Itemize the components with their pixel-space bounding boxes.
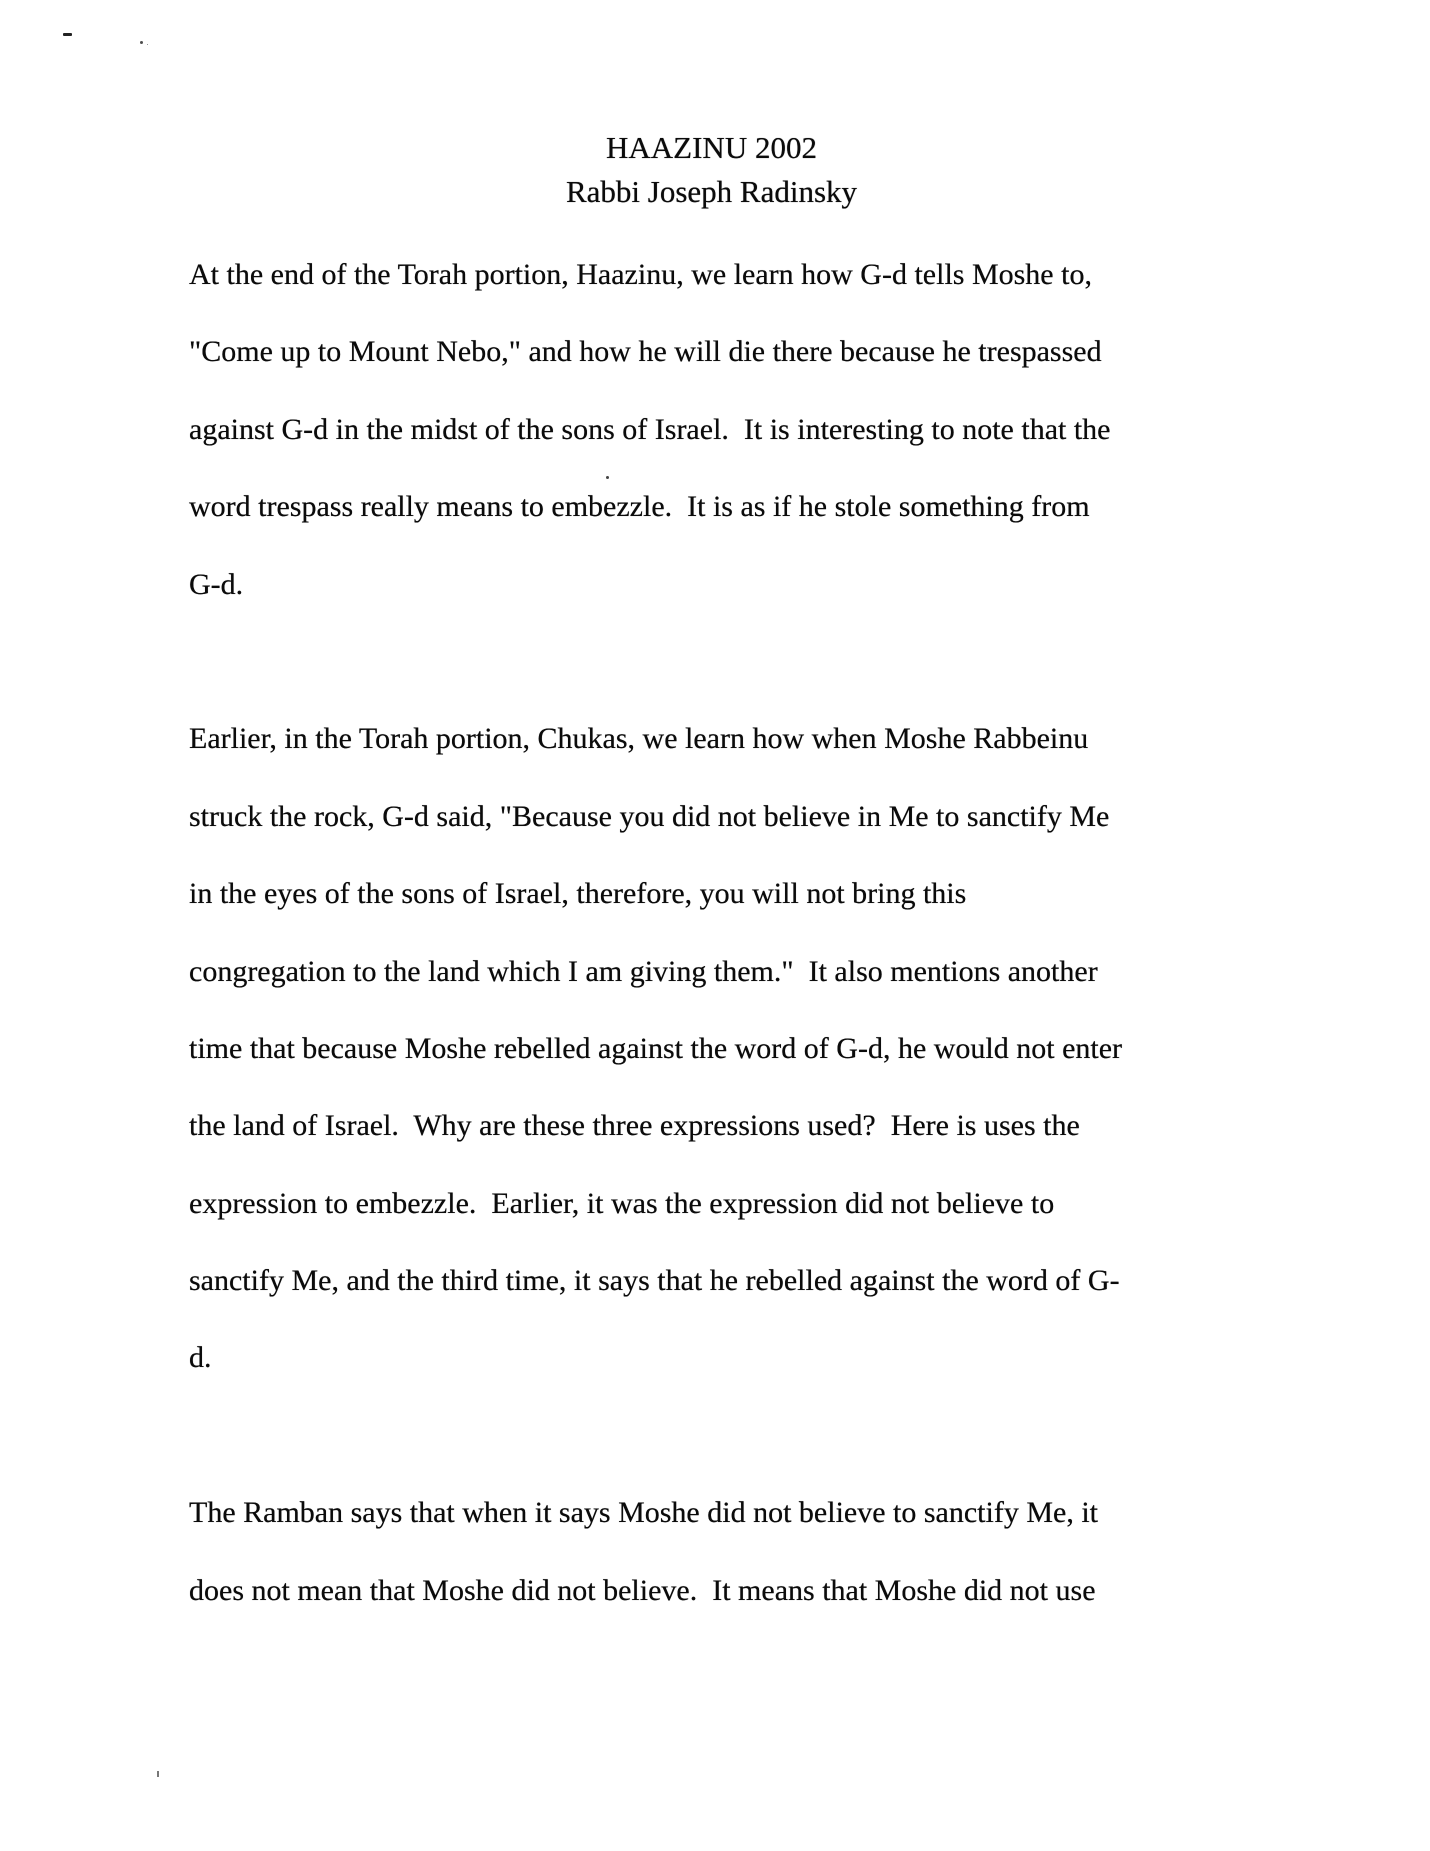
text-line: The Ramban says that when it says Moshe did not believe to sanctify Me, it: [189, 1496, 1098, 1530]
text-line: word trespass really means to embezzle. It is as if he stole something from: [189, 490, 1090, 524]
text-line: in the eyes of the sons of Israel, therefore, you will not bring this: [189, 877, 967, 911]
scan-artifact: [157, 1771, 159, 1777]
text-line: against G-d in the midst of the sons of Israel. It is interesting to note that the: [189, 412, 1111, 446]
scan-artifact: [63, 33, 72, 36]
scan-artifact: [140, 41, 143, 44]
text-line: "Come up to Mount Nebo," and how he will die there because he trespassed: [189, 335, 1102, 369]
text-line: congregation to the land which I am giving them." It also mentions another: [189, 954, 1098, 988]
byline: Rabbi Joseph Radinsky: [565, 174, 858, 209]
text-line: sanctify Me, and the third time, it says that he rebelled against the word of G-: [189, 1264, 1120, 1298]
text-line: expression to embezzle. Earlier, it was the expression did not believe to: [189, 1186, 1055, 1220]
text-line: struck the rock, G-d said, "Because you did not believe in Me to sanctify Me: [189, 799, 1110, 833]
text-line: Earlier, in the Torah portion, Chukas, we learn how when Moshe Rabbeinu: [189, 722, 1089, 756]
text-line: the land of Israel. Why are these three expressions used? Here is uses the: [189, 1109, 1080, 1143]
text-line: does not mean that Moshe did not believe. It means that Moshe did not use: [189, 1573, 1096, 1607]
text-line: time that because Moshe rebelled against the word of G-d, he would not enter: [189, 1031, 1123, 1065]
text-line: d.: [189, 1341, 212, 1375]
document-body: [189, 236, 1234, 1629]
text-line: G-d.: [189, 567, 244, 601]
paragraph-gap: [189, 1397, 1234, 1474]
text-line: At the end of the Torah portion, Haazinu, we learn how G-d tells Moshe to,: [189, 258, 1092, 291]
document-content: [189, 126, 1234, 1629]
page-title: HAAZINU 2002: [606, 130, 817, 165]
paragraph-gap: [189, 623, 1234, 700]
